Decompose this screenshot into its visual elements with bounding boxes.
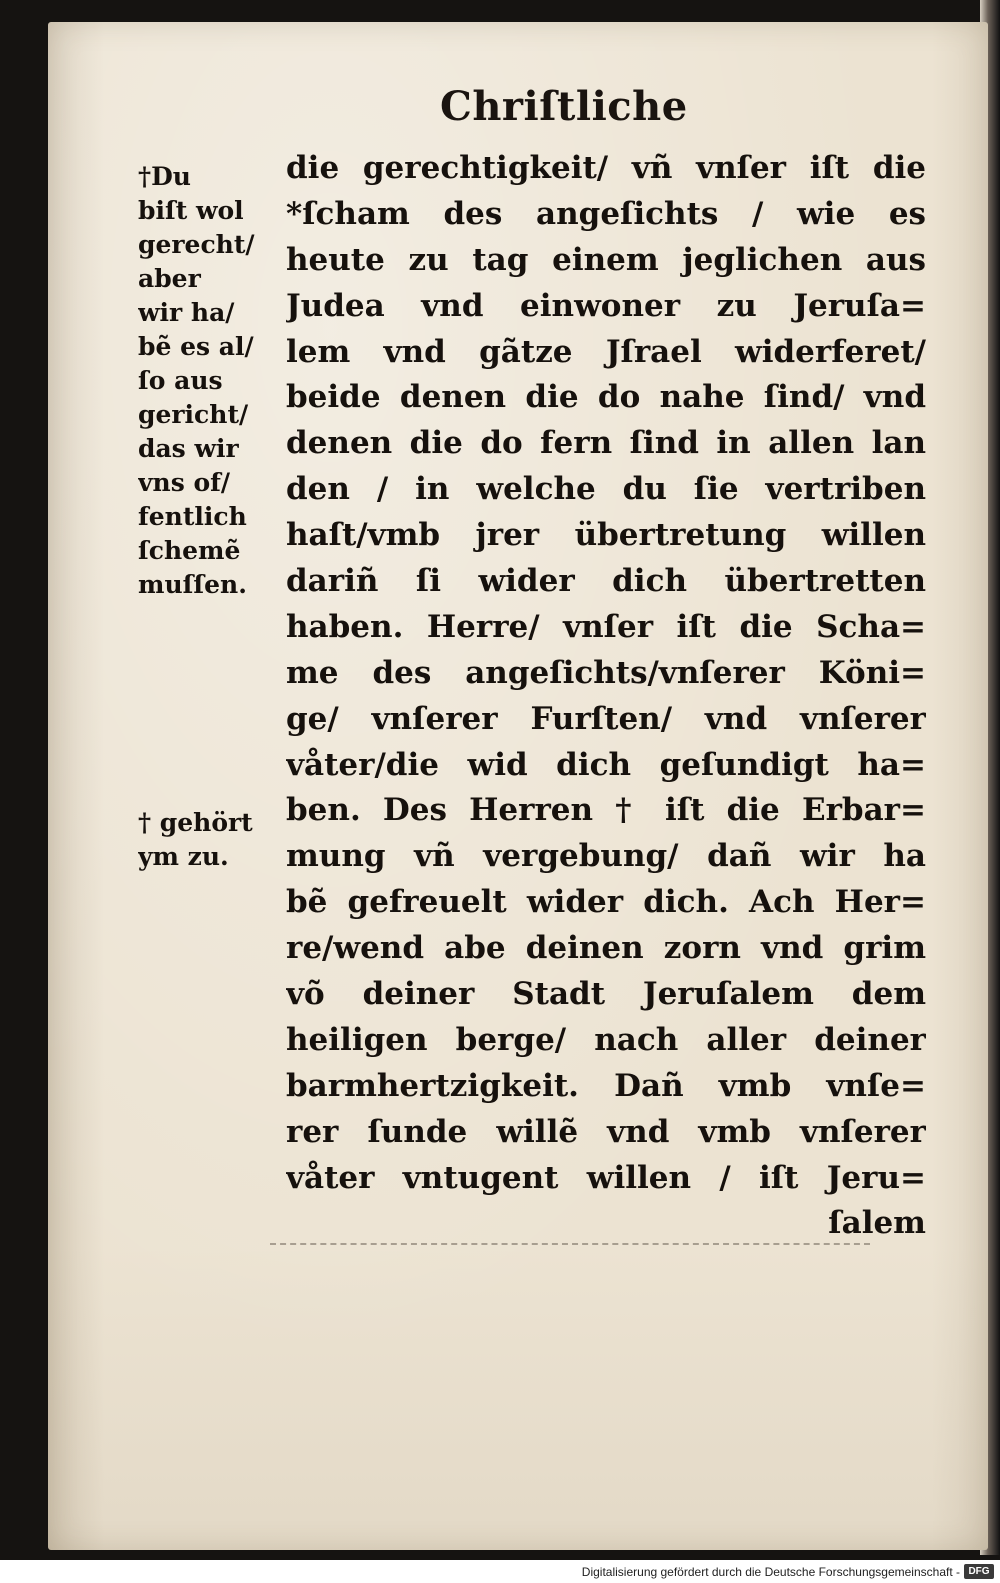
text-line: die gerechtigkeit/ vñ vnſer iſt die [286, 150, 926, 186]
text-line: denen die do fern ſind in allen lan [286, 425, 926, 462]
marginal-note-1 [138, 160, 286, 602]
text-line: haſt/vmb jrer übertretung willen [286, 517, 926, 554]
marginal-line: ſo aus [138, 366, 223, 395]
text-line: lem vnd gãtze Jſrael widerferet/ [286, 333, 926, 370]
footer-credit: Digitalisierung gefördert durch die Deutsche Forschungsgemeinschaft - [581, 1565, 960, 1579]
marginal-line: gericht/ [138, 400, 249, 429]
text-line: den / in welche du ſie vertriben [286, 471, 926, 508]
main-text-block [286, 146, 926, 1247]
text-line: *ſcham des angeſichts / wie es [286, 195, 926, 232]
text-line: võ deiner Stadt Jeruſalem dem [286, 976, 926, 1013]
text-line: heute zu tag einem jeglichen aus [286, 241, 926, 278]
text-line: bẽ gefreuelt wider dich. Ach Her= [286, 884, 926, 921]
marginal-line: das wir [138, 434, 239, 463]
marginal-line: wir ha/ [138, 298, 235, 327]
dashed-rule [270, 1243, 870, 1245]
marginal-line: † gehört [138, 808, 253, 837]
marginal-line: gerecht/ [138, 230, 255, 259]
marginal-note-2 [138, 806, 286, 874]
marginal-line: ſchemẽ [138, 536, 241, 565]
text-line: heiligen berge/ nach aller deiner [286, 1021, 926, 1058]
marginal-line: vns of/ [138, 468, 231, 497]
marginal-line: aber [138, 264, 201, 293]
text-line: Judea vnd einwoner zu Jeruſa= [286, 287, 926, 324]
marginal-line: ym zu. [138, 842, 229, 871]
text-line: mung vñ vergebung/ dañ wir ha [286, 838, 926, 875]
text-line: rer ſunde willẽ vnd vmb vnſerer [286, 1113, 926, 1150]
dfg-logo: DFG [964, 1564, 994, 1579]
marginal-line: †Du [138, 162, 191, 191]
text-line: beide denen die do nahe ſind/ vnd [286, 379, 926, 416]
marginal-line: muſſen. [138, 570, 247, 599]
text-line: dariñ ſi wider dich übertretten [286, 563, 926, 600]
marginal-line: biſt wol [138, 196, 244, 225]
text-line: ge/ vnſerer Furſten/ vnd vnſerer [286, 700, 926, 737]
text-line: haben. Herre/ vnſer iſt die Scha= [286, 608, 926, 645]
marginal-line: bẽ es al/ [138, 332, 254, 361]
text-line: re/wend abe deinen zorn vnd grim [286, 930, 926, 967]
running-head: Chriſtliche [440, 83, 688, 130]
text-line: våter/die wid dich geſundigt ha= [286, 746, 926, 783]
marginal-line: fentlich [138, 502, 247, 531]
text-line: me des angeſichts/vnſerer Köni= [286, 654, 926, 691]
text-line: ben. Des Herren † iſt die Erbar= [286, 792, 926, 829]
text-line: barmhertzigkeit. Dañ vmb vnſe= [286, 1067, 926, 1104]
catchword: ſalem [828, 1205, 926, 1242]
text-line: våter vntugent willen / iſt Jeru= [286, 1159, 926, 1196]
